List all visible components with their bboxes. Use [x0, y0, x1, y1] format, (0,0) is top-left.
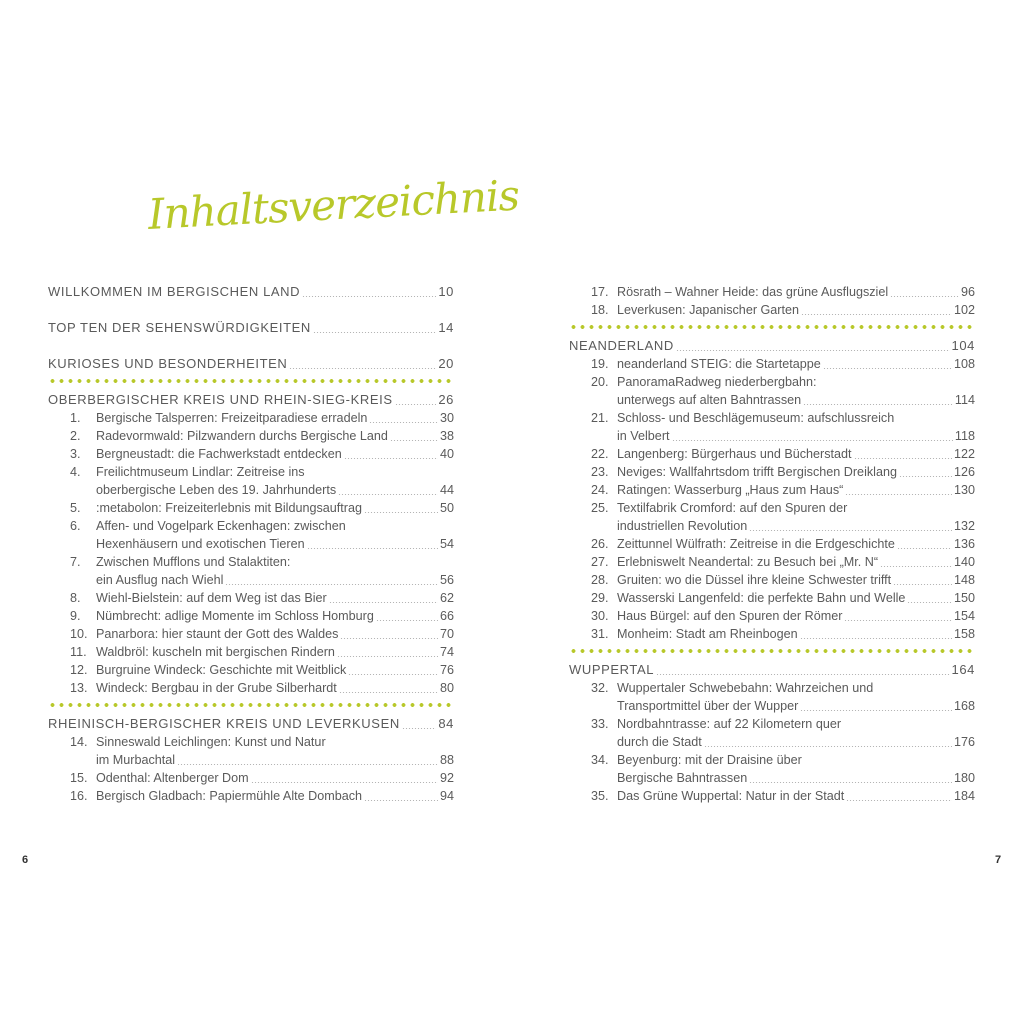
page-ref: 74	[439, 645, 454, 659]
entry-number: 5.	[70, 501, 81, 515]
dot-leader	[348, 674, 438, 675]
toc-entry[interactable]	[48, 409, 454, 427]
page-ref: 108	[953, 357, 975, 371]
page-ref: 102	[953, 303, 975, 317]
entry-text: in Velbert	[617, 429, 670, 443]
dot-leader	[846, 800, 952, 801]
toc-entry[interactable]	[569, 283, 975, 301]
entry-text: unterwegs auf alten Bahntrassen	[617, 393, 802, 407]
page-ref: 184	[953, 789, 975, 803]
entry-text: Zeittunnel Wülfrath: Zeitreise in die Erdgeschichte	[617, 537, 895, 551]
page-ref: 126	[953, 465, 975, 479]
page-ref: 62	[439, 591, 454, 605]
toc-entry[interactable]	[569, 715, 975, 733]
dot-leader	[897, 548, 952, 549]
page-ref: 94	[439, 789, 454, 803]
entry-number: 3.	[70, 447, 81, 461]
toc-entry-continued[interactable]	[569, 391, 975, 409]
entry-number: 28.	[591, 573, 609, 587]
section-heading[interactable]	[569, 661, 975, 679]
spacer	[48, 337, 454, 355]
page-ref: 96	[960, 285, 975, 299]
page-ref: 114	[954, 393, 975, 407]
dot-leader	[893, 584, 952, 585]
entry-number: 19.	[591, 357, 609, 371]
entry-text: :metabolon: Freizeiterlebnis mit Bildungsauftrag	[96, 501, 362, 515]
heading-text: WILLKOMMEN IM BERGISCHEN LAND	[48, 284, 301, 299]
toc-entry[interactable]	[48, 661, 454, 679]
page-ref: 70	[439, 627, 454, 641]
entry-text: durch die Stadt	[617, 735, 702, 749]
dot-leader	[749, 530, 952, 531]
page-ref: 180	[953, 771, 975, 785]
heading-text: TOP TEN DER SEHENSWÜRDIGKEITEN	[48, 320, 311, 335]
entry-number: 4.	[70, 465, 81, 479]
toc-entry[interactable]	[48, 733, 454, 751]
toc-entry[interactable]	[48, 463, 454, 481]
entry-text: Ratingen: Wasserburg „Haus zum Haus“	[617, 483, 844, 497]
toc-entry[interactable]	[569, 607, 975, 625]
entry-text: Waldbröl: kuscheln mit bergischen Rindern	[96, 645, 335, 659]
dotted-separator	[569, 325, 975, 329]
dot-leader	[376, 620, 438, 621]
entry-number: 32.	[591, 681, 609, 695]
entry-text: Langenberg: Bürgerhaus und Bücherstadt	[617, 447, 852, 461]
entry-number: 21.	[591, 411, 609, 425]
dot-leader	[800, 638, 952, 639]
entry-number: 16.	[70, 789, 88, 803]
entry-text: Windeck: Bergbau in der Grube Silberhardt	[96, 681, 337, 695]
dot-leader	[899, 476, 952, 477]
entry-number: 20.	[591, 375, 609, 389]
entry-number: 22.	[591, 447, 609, 461]
toc-entry[interactable]	[569, 535, 975, 553]
entry-text: PanoramaRadweg niederbergbahn:	[617, 375, 817, 389]
toc-entry[interactable]	[48, 607, 454, 625]
page-ref: 50	[439, 501, 454, 515]
dot-leader	[369, 422, 438, 423]
page-ref: 76	[439, 663, 454, 677]
page-ref: 26	[438, 392, 454, 407]
toc-entry[interactable]	[48, 553, 454, 571]
entry-text: Sinneswald Leichlingen: Kunst und Natur	[96, 735, 326, 749]
dot-leader	[402, 728, 437, 729]
page-ref: 20	[438, 356, 454, 371]
entry-text: Rösrath – Wahner Heide: das grüne Ausflugsziel	[617, 285, 889, 299]
page-ref: 176	[953, 735, 975, 749]
toc-entry[interactable]	[569, 481, 975, 499]
toc-entry[interactable]	[569, 499, 975, 517]
page-ref: 164	[951, 662, 975, 677]
page-ref: 130	[953, 483, 975, 497]
dot-leader	[854, 458, 952, 459]
entry-text: Haus Bürgel: auf den Spuren der Römer	[617, 609, 843, 623]
toc-entry-continued[interactable]	[569, 697, 975, 715]
entry-text: Bergneustadt: die Fachwerkstadt entdecken	[96, 447, 342, 461]
entry-number: 6.	[70, 519, 81, 533]
dot-leader	[177, 764, 438, 765]
toc-entry-continued[interactable]	[569, 427, 975, 445]
page-ref: 44	[439, 483, 454, 497]
toc-entry[interactable]	[569, 373, 975, 391]
entry-number: 12.	[70, 663, 88, 677]
toc-entry[interactable]	[48, 427, 454, 445]
dot-leader	[225, 584, 438, 585]
toc-entry[interactable]	[48, 517, 454, 535]
dotted-separator	[48, 703, 454, 707]
entry-text: Schloss- und Beschlägemuseum: aufschlussreich	[617, 411, 895, 425]
entry-number: 33.	[591, 717, 609, 731]
page-ref: 168	[953, 699, 975, 713]
dot-leader	[313, 332, 436, 333]
page-ref: 54	[439, 537, 454, 551]
dot-leader	[340, 638, 438, 639]
toc-entry[interactable]	[569, 751, 975, 769]
toc-entry-continued[interactable]	[569, 769, 975, 787]
toc-entry-continued[interactable]	[48, 535, 454, 553]
dot-leader	[364, 512, 438, 513]
page-ref: 148	[953, 573, 975, 587]
toc-entry-continued[interactable]	[48, 751, 454, 769]
page-ref: 38	[439, 429, 454, 443]
toc-entry[interactable]	[569, 589, 975, 607]
dot-leader	[890, 296, 959, 297]
entry-text: Odenthal: Altenberger Dom	[96, 771, 249, 785]
dot-leader	[307, 548, 438, 549]
entry-text: Bergisch Gladbach: Papiermühle Alte Dombach	[96, 789, 363, 803]
dot-leader	[338, 494, 438, 495]
dot-leader	[339, 692, 438, 693]
entry-number: 26.	[591, 537, 609, 551]
page-ref: 118	[954, 429, 975, 443]
entry-text: Neviges: Wallfahrtsdom trifft Bergischen Dreiklang	[617, 465, 897, 479]
dot-leader	[395, 404, 437, 405]
toc-entry[interactable]	[48, 787, 454, 805]
section-heading[interactable]	[569, 337, 975, 355]
page-ref: 88	[439, 753, 454, 767]
entry-number: 30.	[591, 609, 609, 623]
heading-text: OBERBERGISCHER KREIS UND RHEIN-SIEG-KREIS	[48, 392, 393, 407]
toc-entry[interactable]	[569, 571, 975, 589]
page-ref: 56	[439, 573, 454, 587]
entry-number: 10.	[70, 627, 88, 641]
entry-text: industriellen Revolution	[617, 519, 748, 533]
toc-entry[interactable]	[48, 589, 454, 607]
toc-entry[interactable]	[569, 301, 975, 319]
entry-text: Textilfabrik Cromford: auf den Spuren der	[617, 501, 848, 515]
entry-number: 31.	[591, 627, 609, 641]
entry-number: 7.	[70, 555, 81, 569]
dotted-separator	[48, 379, 454, 383]
toc-entry[interactable]	[569, 355, 975, 373]
dot-leader	[844, 620, 952, 621]
heading-text: NEANDERLAND	[569, 338, 674, 353]
entry-number: 23.	[591, 465, 609, 479]
page-ref: 14	[438, 320, 454, 335]
entry-text: ein Ausflug nach Wiehl	[96, 573, 224, 587]
toc-entry-continued[interactable]	[569, 517, 975, 535]
toc-entry[interactable]	[48, 445, 454, 463]
entry-text: Nümbrecht: adlige Momente im Schloss Homburg	[96, 609, 374, 623]
entry-text: Bergische Talsperren: Freizeitparadiese erradeln	[96, 411, 368, 425]
entry-text: Beyenburg: mit der Draisine über	[617, 753, 802, 767]
dot-leader	[329, 602, 438, 603]
dot-leader	[289, 368, 436, 369]
page-ref: 136	[953, 537, 975, 551]
entry-text: Nordbahntrasse: auf 22 Kilometern quer	[617, 717, 842, 731]
toc-entry[interactable]	[569, 553, 975, 571]
entry-text: Radevormwald: Pilzwandern durchs Bergische Land	[96, 429, 388, 443]
toc-entry[interactable]	[569, 625, 975, 643]
intro-heading[interactable]	[48, 319, 454, 337]
page-ref: 80	[439, 681, 454, 695]
page-ref: 66	[439, 609, 454, 623]
dot-leader	[845, 494, 952, 495]
entry-number: 2.	[70, 429, 81, 443]
entry-text: Gruiten: wo die Düssel ihre kleine Schwester trifft	[617, 573, 892, 587]
dot-leader	[672, 440, 953, 441]
dot-leader	[907, 602, 952, 603]
page-ref: 84	[438, 716, 454, 731]
dot-leader	[390, 440, 438, 441]
entry-number: 13.	[70, 681, 88, 695]
toc-entry[interactable]	[48, 643, 454, 661]
entry-text: Transportmittel über der Wupper	[617, 699, 799, 713]
entry-text: Freilichtmuseum Lindlar: Zeitreise ins	[96, 465, 305, 479]
toc-entry-continued[interactable]	[48, 571, 454, 589]
toc-entry[interactable]	[569, 787, 975, 805]
dot-leader	[704, 746, 952, 747]
page-ref: 122	[953, 447, 975, 461]
page-ref: 150	[953, 591, 975, 605]
dot-leader	[803, 404, 953, 405]
toc-entry[interactable]	[569, 445, 975, 463]
page-number-right: 7	[995, 854, 1002, 866]
dot-leader	[801, 314, 952, 315]
page-ref: 140	[953, 555, 975, 569]
page-ref: 132	[953, 519, 975, 533]
page-number-left: 6	[22, 854, 29, 866]
toc-entry[interactable]	[48, 769, 454, 787]
toc-entry[interactable]	[569, 409, 975, 427]
entry-number: 29.	[591, 591, 609, 605]
dot-leader	[656, 674, 949, 675]
toc-right-column	[569, 283, 975, 805]
entry-text: Burgruine Windeck: Geschichte mit Weitblick	[96, 663, 347, 677]
entry-number: 17.	[591, 285, 609, 299]
toc-entry-continued[interactable]	[48, 481, 454, 499]
page-ref: 40	[439, 447, 454, 461]
section-heading[interactable]	[48, 715, 454, 733]
dot-leader	[823, 368, 952, 369]
heading-text: WUPPERTAL	[569, 662, 655, 677]
entry-number: 18.	[591, 303, 609, 317]
entry-text: Zwischen Mufflons und Stalaktiten:	[96, 555, 291, 569]
toc-entry[interactable]	[48, 625, 454, 643]
toc-entry-continued[interactable]	[569, 733, 975, 751]
dot-leader	[337, 656, 438, 657]
entry-number: 9.	[70, 609, 81, 623]
entry-number: 25.	[591, 501, 609, 515]
entry-text: im Murbachtal	[96, 753, 176, 767]
dot-leader	[251, 782, 438, 783]
toc-entry[interactable]	[569, 679, 975, 697]
page-ref: 10	[438, 284, 454, 299]
entry-number: 11.	[70, 645, 87, 659]
dot-leader	[364, 800, 438, 801]
entry-text: Wiehl-Bielstein: auf dem Weg ist das Bier	[96, 591, 327, 605]
entry-number: 15.	[70, 771, 88, 785]
entry-number: 35.	[591, 789, 609, 803]
entry-text: Bergische Bahntrassen	[617, 771, 748, 785]
entry-text: Leverkusen: Japanischer Garten	[617, 303, 800, 317]
intro-heading[interactable]	[48, 283, 454, 301]
entry-text: oberbergische Leben des 19. Jahrhunderts	[96, 483, 337, 497]
entry-number: 14.	[70, 735, 88, 749]
toc-title: Inhaltsverzeichnis	[146, 170, 521, 239]
entry-text: Wuppertaler Schwebebahn: Wahrzeichen und	[617, 681, 874, 695]
intro-heading[interactable]	[48, 355, 454, 373]
toc-entry[interactable]	[48, 679, 454, 697]
page-ref: 104	[951, 338, 975, 353]
heading-text: KURIOSES UND BESONDERHEITEN	[48, 356, 288, 371]
dot-leader	[344, 458, 438, 459]
entry-text: Erlebniswelt Neandertal: zu Besuch bei „Mr. N“	[617, 555, 879, 569]
entry-text: Affen- und Vogelpark Eckenhagen: zwischen	[96, 519, 346, 533]
entry-number: 1.	[70, 411, 81, 425]
toc-entry[interactable]	[569, 463, 975, 481]
entry-text: Das Grüne Wuppertal: Natur in der Stadt	[617, 789, 845, 803]
spacer	[48, 301, 454, 319]
heading-text: RHEINISCH-BERGISCHER KREIS UND LEVERKUSEN	[48, 716, 400, 731]
entry-text: Wasserski Langenfeld: die perfekte Bahn und Welle	[617, 591, 906, 605]
dot-leader	[880, 566, 952, 567]
entry-text: Hexenhäusern und exotischen Tieren	[96, 537, 305, 551]
section-heading[interactable]	[48, 391, 454, 409]
entry-number: 24.	[591, 483, 609, 497]
dot-leader	[676, 350, 950, 351]
dot-leader	[749, 782, 952, 783]
dot-leader	[800, 710, 952, 711]
entry-text: Panarbora: hier staunt der Gott des Waldes	[96, 627, 339, 641]
dot-leader	[302, 296, 436, 297]
entry-number: 27.	[591, 555, 609, 569]
entry-number: 8.	[70, 591, 81, 605]
page-ref: 30	[439, 411, 454, 425]
toc-left-column	[48, 283, 454, 805]
page-ref: 154	[953, 609, 975, 623]
entry-text: Monheim: Stadt am Rheinbogen	[617, 627, 798, 641]
entry-number: 34.	[591, 753, 609, 767]
page-ref: 158	[953, 627, 975, 641]
page-ref: 92	[439, 771, 454, 785]
toc-entry[interactable]	[48, 499, 454, 517]
entry-text: neanderland STEIG: die Startetappe	[617, 357, 821, 371]
dotted-separator	[569, 649, 975, 653]
